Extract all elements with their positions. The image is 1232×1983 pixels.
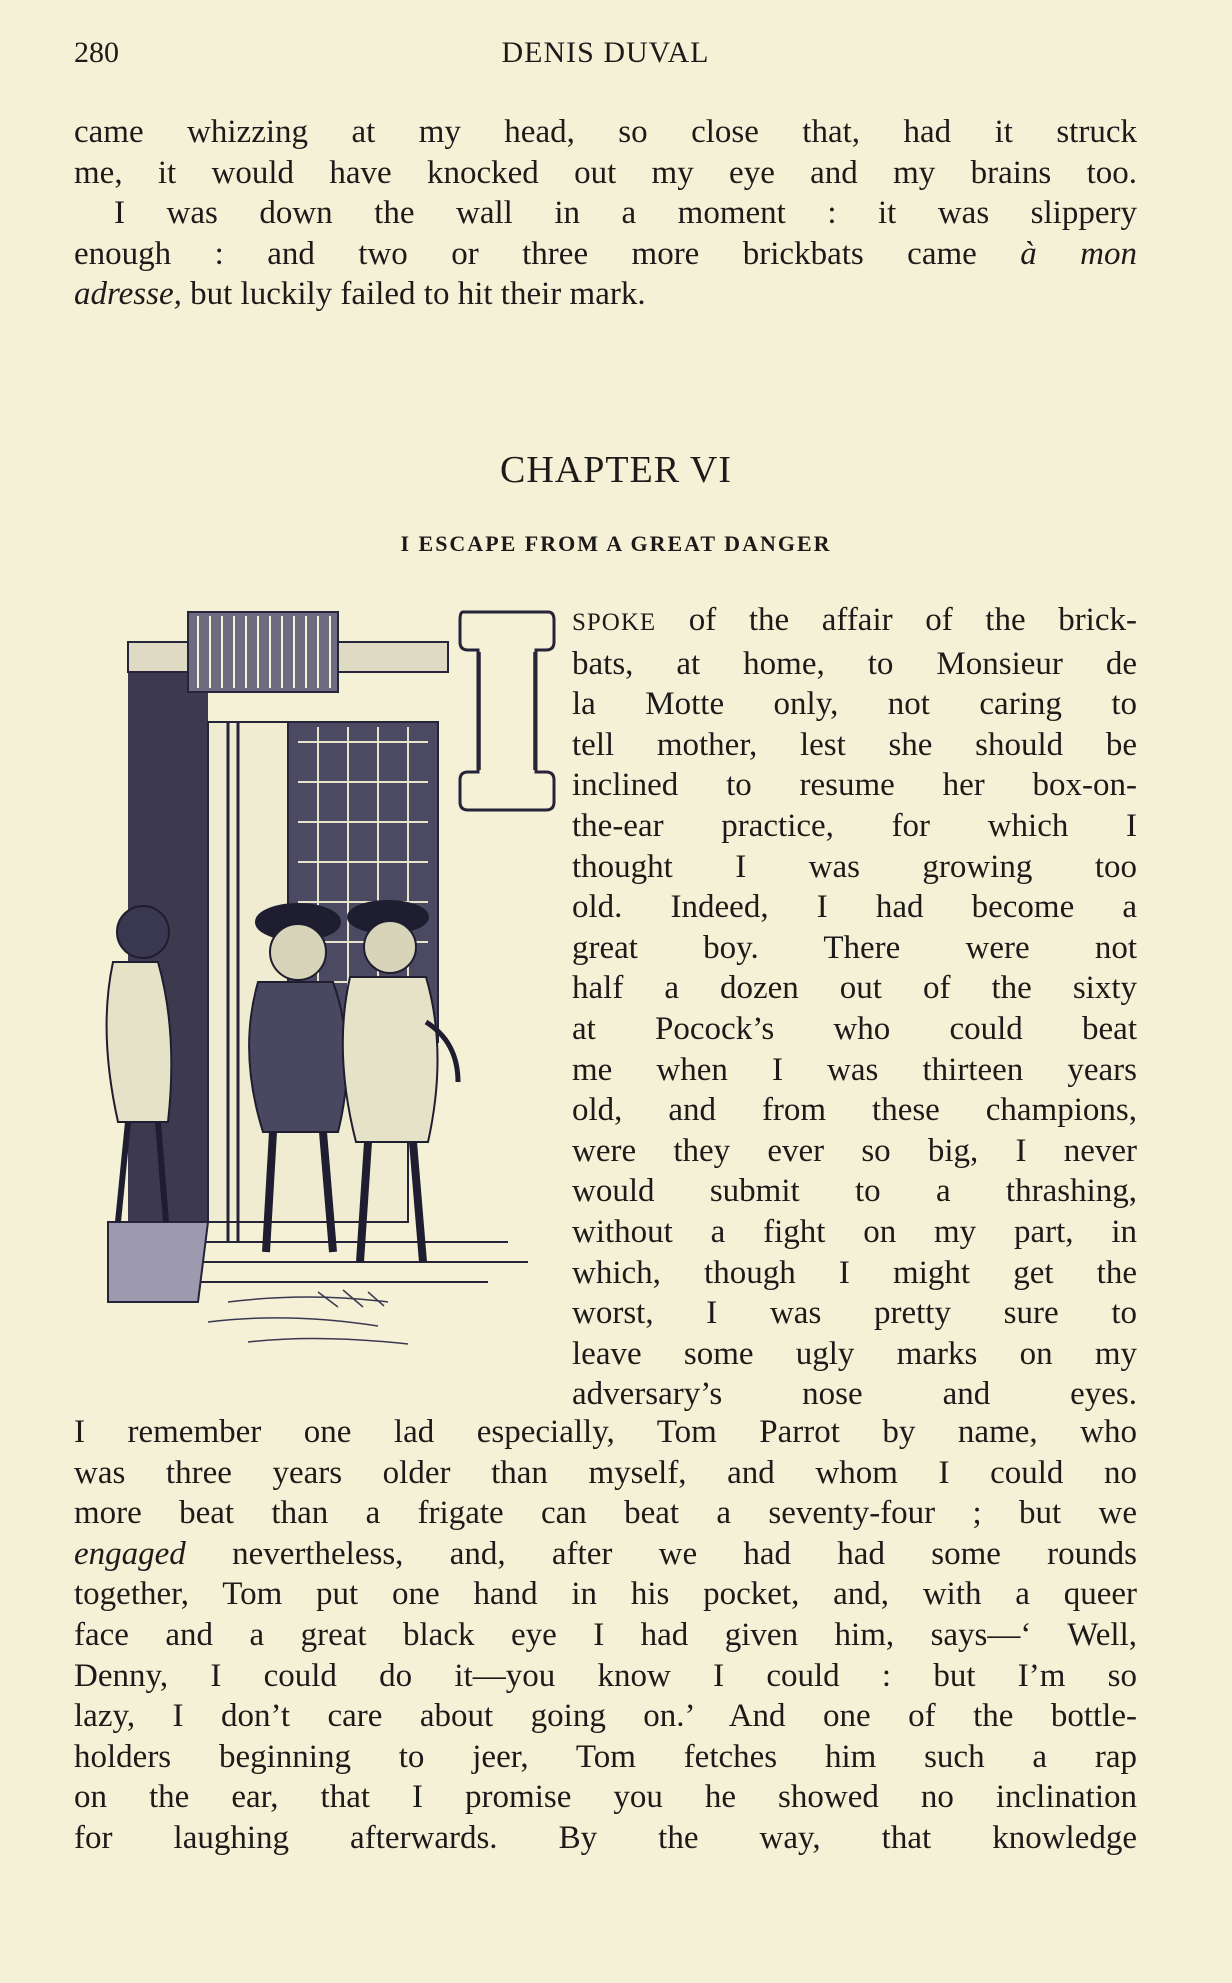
text-line: which, though I might get the: [572, 1254, 1137, 1291]
text-line: the-ear practice, for which I: [572, 807, 1137, 844]
text-line: SPOKE of the affair of the brick-: [572, 602, 1137, 638]
text-line: without a fight on my part, in: [572, 1213, 1137, 1250]
text-line: inclined to resume her box-on-: [572, 767, 1137, 804]
chapter-subtitle: I ESCAPE FROM A GREAT DANGER: [400, 531, 832, 556]
text-line: were they ever so big, I never: [572, 1132, 1137, 1169]
text-line: tell mother, lest she should be: [572, 726, 1137, 763]
text-line: lazy, I don’t care about going on.’ And one of the bottle-: [74, 1698, 1137, 1735]
text-line: came whizzing at my head, so close that, had it struck: [74, 114, 1137, 150]
text-line: la Motte only, not caring to: [572, 686, 1137, 723]
text-line: adversary’s nose and eyes.: [572, 1376, 1137, 1413]
bottom-paragraph: [74, 1412, 1137, 1859]
text-line: half a dozen out of the sixty: [572, 970, 1137, 1007]
text-line: adresse, but luckily failed to hit their mark.: [74, 276, 646, 313]
top-paragraphs: [74, 112, 1137, 315]
text-line: holders beginning to jeer, Tom fetches him such a rap: [74, 1738, 1137, 1775]
chapter-title: CHAPTER VI: [499, 449, 733, 491]
text-line: on the ear, that I promise you he showed no inclination: [74, 1779, 1137, 1816]
text-line: leave some ugly marks on my: [572, 1335, 1137, 1372]
chapter-illustration: [88, 602, 558, 1382]
running-head: DENIS DUVAL: [501, 36, 710, 69]
text-line: at Pocock’s who could beat: [572, 1010, 1137, 1047]
text-line: engaged nevertheless, and, after we had had some rounds: [74, 1535, 1137, 1572]
text-line: me, it would have knocked out my eye and my brains too.: [74, 154, 1137, 191]
page-header: [74, 36, 1137, 76]
text-line: more beat than a frigate can beat a seventy-four ; but we: [74, 1495, 1137, 1532]
text-line: bats, at home, to Monsieur de: [572, 645, 1137, 682]
text-line: together, Tom put one hand in his pocket, and, with a queer: [74, 1576, 1137, 1613]
text-line: great boy. There were not: [572, 929, 1137, 966]
text-line: I remember one lad especially, Tom Parrot by name, who: [74, 1414, 1137, 1450]
text-line: I was down the wall in a moment : it was slippery: [114, 195, 1137, 232]
ground: [208, 1290, 408, 1344]
text-line: enough : and two or three more brickbats came à mon: [74, 235, 1137, 272]
text-line: thought I was growing too: [572, 848, 1137, 885]
text-line: Denny, I could do it—you know I could : but I’m so: [74, 1657, 1137, 1694]
text-line: would submit to a thrashing,: [572, 1173, 1137, 1210]
dropcap-letter-i: [460, 612, 554, 810]
text-line: worst, I was pretty sure to: [572, 1295, 1137, 1332]
text-line: me when I was thirteen years: [572, 1051, 1137, 1088]
text-line: was three years older than myself, and whom I could no: [74, 1454, 1137, 1491]
page-number: 280: [74, 36, 119, 69]
text-line: face and a great black eye I had given him, says—‘ Well,: [74, 1616, 1137, 1653]
dropcap-paragraph: [572, 600, 1137, 1415]
text-line: old. Indeed, I had become a: [572, 889, 1137, 926]
text-line: for laughing afterwards. By the way, that knowledge: [74, 1819, 1137, 1856]
text-line: old, and from these champions,: [572, 1092, 1137, 1129]
